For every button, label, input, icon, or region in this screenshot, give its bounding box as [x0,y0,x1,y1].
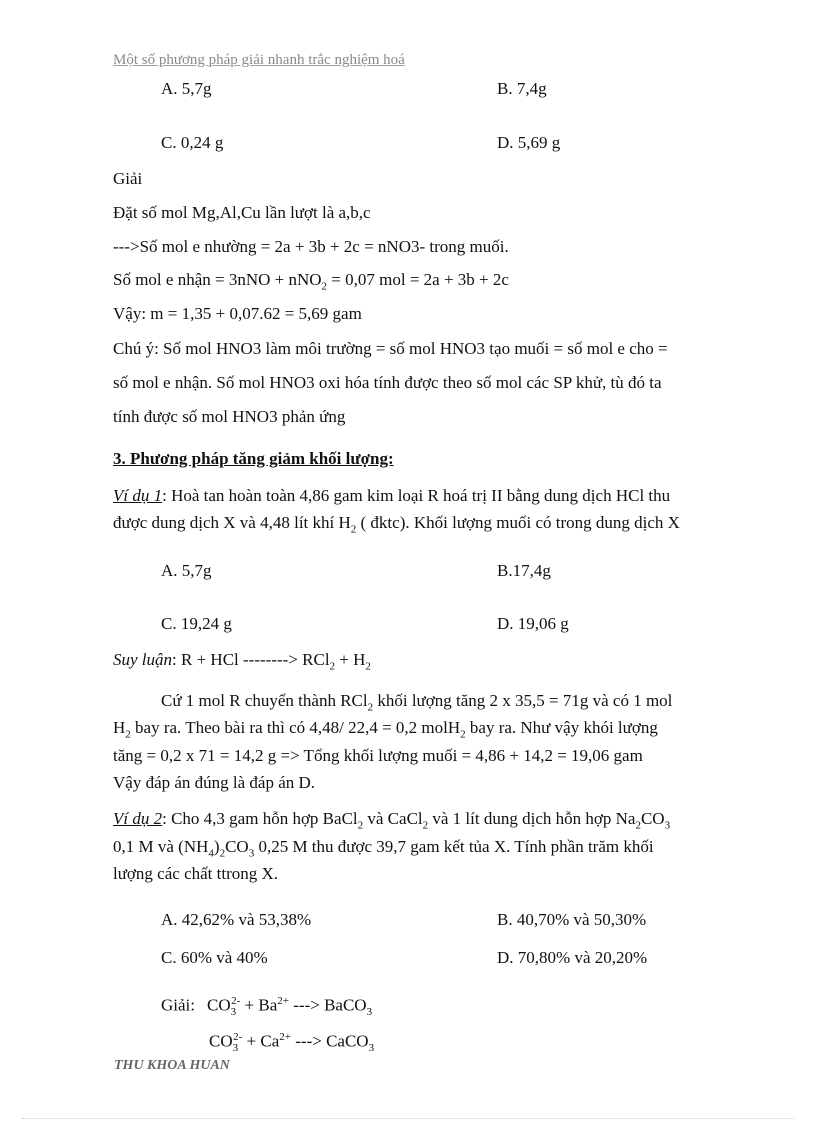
explanation-line: Vậy đáp án đúng là đáp án D. [113,773,316,792]
example-1-label: Ví dụ 1 [113,486,163,505]
example-2-line: lượng các chất ttrong X. [113,864,279,883]
option-c: C. 19,24 g [161,614,232,633]
example-2-line: Ví dụ 2: Cho 4,3 gam hỗn hợp BaCl$_2$ và CaCl$_2$ và 1 lít dung dịch hỗn hợp $Na_2CO_3$ [113,809,671,832]
solution-equation: Giải: $CO_3^{2-} + Ba^{2+}$ ---> BaCO$_3$ [161,995,373,1019]
solution-line: Số mol e nhận = 3nNO + nNO$_2$ = 0,07 mol = 2a + 3b + 2c [113,270,509,293]
solution-line: --->Số mol e nhường = 2a + 3b + 2c = nNO3- trong muối. [113,237,509,256]
option-a: A. 5,7g [161,561,212,580]
option-a: A. 42,62% và 53,38% [161,910,312,929]
solution-line: Vậy: m = 1,35 + 0,07.62 = 5,69 gam [113,304,362,323]
example-2-line: 0,1 M và $(NH_4)_2CO_3$ 0,25 M thu được 39,7 gam kết tủa X. Tính phần trăm khối [113,837,654,860]
solution-line: Đặt số mol Mg,Al,Cu lần lượt là a,b,c [113,203,371,222]
example-1-line: được dung dịch X và 4,48 lít khí $H_2$ ( đktc). Khối lượng muối có trong dung dịch X [113,513,680,536]
reasoning-label: Suy luận [113,650,173,669]
solution-title: Giải [113,169,143,188]
page-footer: THU KHOA HUAN [114,1058,230,1073]
option-d: D. 19,06 g [497,614,569,633]
note-line: số mol e nhận. Số mol HNO3 oxi hóa tính được theo số mol các SP khử, tù đó ta [113,373,662,392]
example-1-line: Ví dụ 1: Hoà tan hoàn toàn 4,86 gam kim loại R hoá trị II bằng dung dịch HCl thu [113,486,671,505]
section-heading: 3. Phương pháp tăng giảm khối lượng: [113,449,394,468]
page-bottom-divider [22,1118,794,1119]
note-line: Chú ý: Số mol HNO3 làm môi trường = số mol HNO3 tạo muối = số mol e cho = [113,339,668,358]
example-2-label: Ví dụ 2 [113,809,163,828]
explanation-line: $H_2$ bay ra. Theo bài ra thì có 4,48/ 22,4 = 0,2 molH$_2$ bay ra. Như vậy khói lượng [113,718,658,741]
solution-equation: $CO_3^{2-} + Ca^{2+}$ ---> CaCO$_3$ [209,1031,375,1055]
reasoning-line: Suy luận: R + HCl --------> $RCl_2 + H_2$ [113,650,371,673]
explanation-line: Cứ 1 mol R chuyển thành RCl$_2$ khối lượng tăng 2 x 35,5 = 71g và có 1 mol [161,691,673,714]
note-line: tính được số mol HNO3 phản ứng [113,407,346,426]
explanation-line: tăng = 0,2 x 71 = 14,2 g => Tổng khối lượng muối = 4,86 + 14,2 = 19,06 gam [113,746,643,765]
option-c: C. 60% và 40% [161,948,268,967]
option-d: D. 5,69 g [497,133,561,152]
page-header: Một số phương pháp giải nhanh trắc nghiệm hoá [113,52,405,68]
option-b: B. 40,70% và 50,30% [497,910,647,929]
option-b: B. 7,4g [497,79,547,98]
option-c: C. 0,24 g [161,133,224,152]
option-d: D. 70,80% và 20,20% [497,948,648,967]
option-b: B.17,4g [497,561,551,580]
option-a: A. 5,7g [161,79,212,98]
